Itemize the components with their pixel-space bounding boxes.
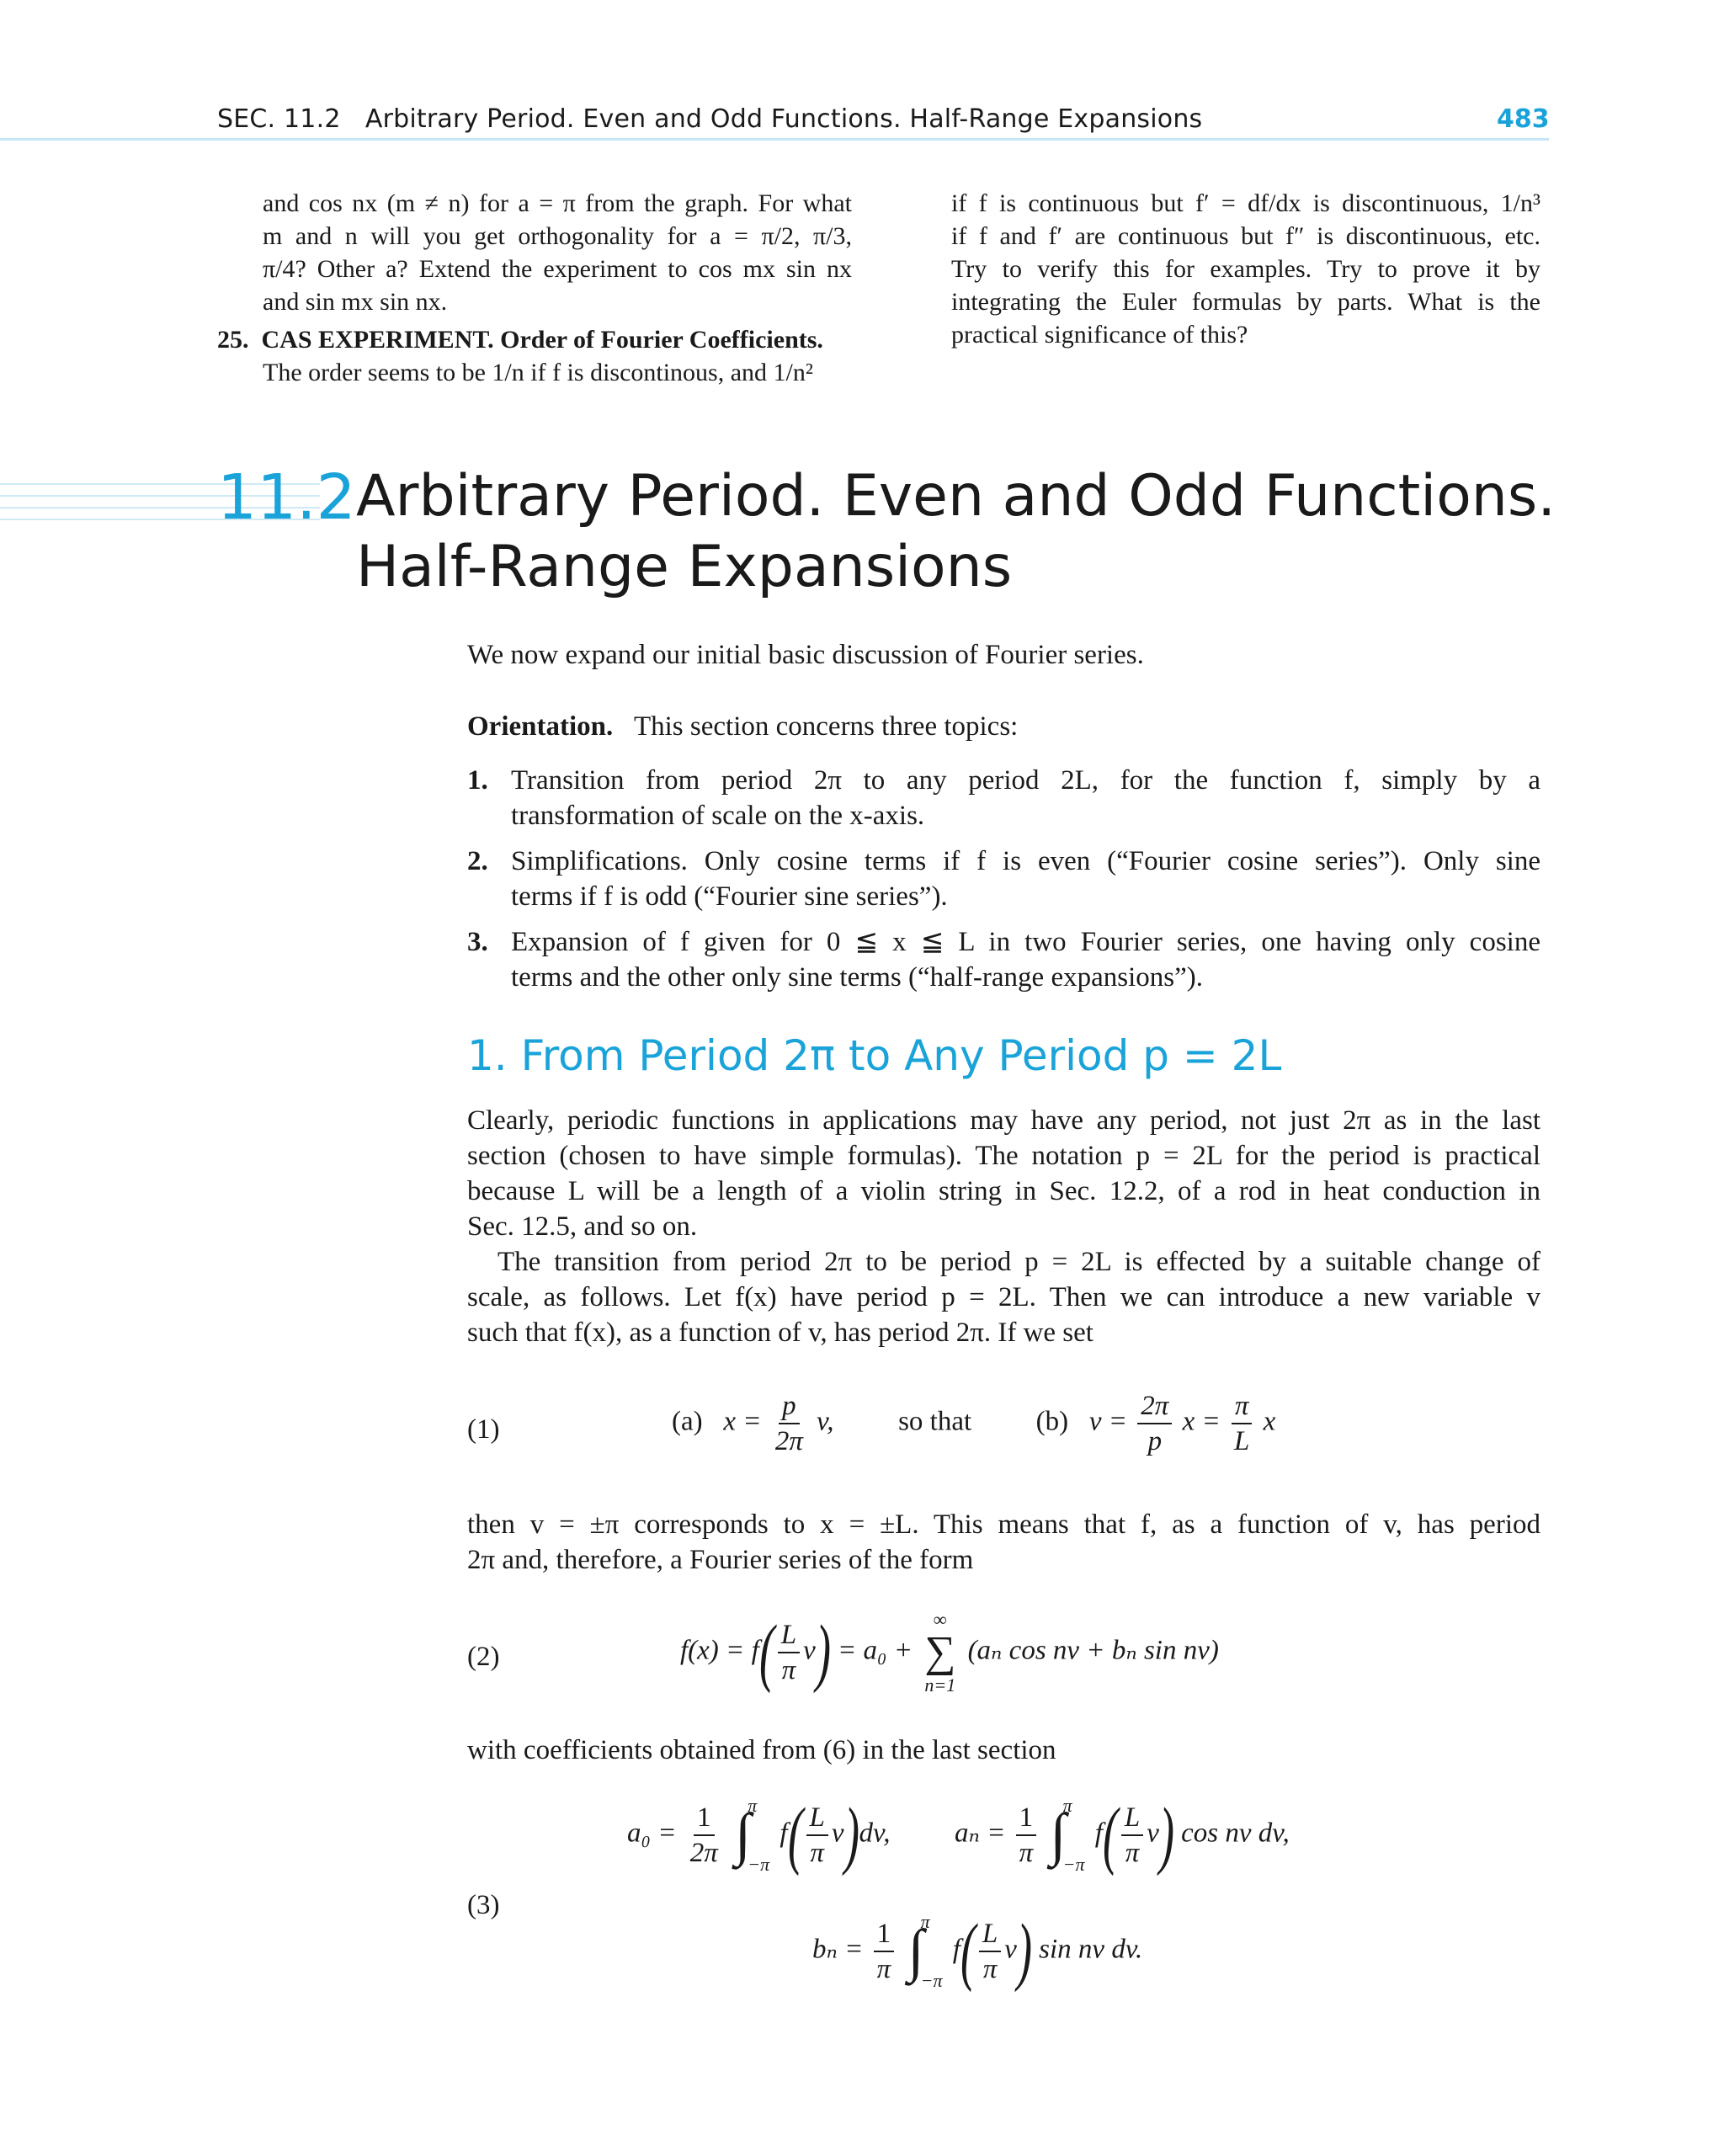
header-rule [0, 138, 1549, 141]
integral-symbol: ∫ [735, 1802, 752, 1867]
list-item [467, 763, 1540, 838]
eq3-bn-lhs: bₙ = [812, 1934, 864, 1965]
list-item [467, 924, 1540, 1000]
fraction-denominator: 2π [774, 1426, 803, 1456]
paragraph-line: such that f(x), as a function of v, has period 2π. If we set [467, 1318, 1093, 1348]
right-line: integrating the Euler formulas by parts. What is the [951, 288, 1540, 316]
list-item-number: 3. [467, 927, 488, 957]
paragraph-line: scale, as follows. Let f(x) have period p = 2L. Then we can introduce a new variable v [467, 1282, 1540, 1312]
header-section: SEC. 11.2 [217, 104, 341, 134]
eq1-after-a: v, [817, 1406, 834, 1437]
eq3-a0-frac [687, 1801, 721, 1870]
paragraph-line: 2π and, therefore, a Fourier series of the form [467, 1545, 974, 1575]
eq3-v: v [1147, 1818, 1159, 1849]
section-number: 11.2 [217, 461, 356, 534]
eq2-frac [778, 1618, 800, 1687]
integral-upper: π [920, 1911, 930, 1932]
eq1-v-eq: v = [1088, 1406, 1128, 1437]
paragraph: with coefficients obtained from (6) in the last section [467, 1735, 1056, 1765]
previous-problems-right [951, 187, 1540, 351]
eq3-bn-tail: sin nv dv. [1039, 1934, 1143, 1965]
eq3-f: f [780, 1818, 788, 1849]
fraction-numerator: 1 [874, 1917, 895, 1952]
eq1-frac-c [1231, 1389, 1253, 1458]
problem-25-heading [217, 323, 852, 356]
fraction-numerator: 1 [1016, 1801, 1037, 1836]
eq2-rhs: (aₙ cos nv + bₙ sin nv) [967, 1635, 1219, 1666]
fraction-denominator: π [1125, 1838, 1140, 1868]
list-item-text [511, 924, 1540, 995]
list-item-line: terms if f is odd (“Fourier sine series”). [511, 881, 948, 912]
eq3-f: f [1094, 1818, 1103, 1849]
fraction-denominator: 2π [689, 1838, 718, 1868]
section-title-line1: Arbitrary Period. Even and Odd Functions. [356, 463, 1556, 530]
list-item-line: Expansion of f given for 0 ≦ x ≦ L in two Fourier series, one having only cosine [511, 927, 1540, 957]
eq3-L-frac [1121, 1801, 1143, 1870]
integral-lower: −π [920, 1970, 943, 1991]
right-line: practical significance of this? [951, 321, 1248, 349]
paragraph-line: Sec. 12.5, and so on. [467, 1211, 698, 1242]
integral-upper: π [1062, 1795, 1072, 1816]
eq1-part-b: (b) [1035, 1406, 1069, 1437]
intro-text: We now expand our initial basic discussion of Fourier series. [467, 640, 1144, 670]
eq1-after-b: x [1263, 1406, 1276, 1437]
equation-label: (2) [467, 1642, 500, 1672]
paragraph-line: Clearly, periodic functions in applications may have any period, not just 2π as in the last [467, 1105, 1540, 1136]
problem-25-number: 25. [217, 326, 249, 354]
problem-25-line: The order seems to be 1/n if f is discontinous, and 1/n² [263, 359, 813, 386]
fraction-denominator: L [1234, 1426, 1250, 1456]
section-title [356, 461, 1577, 603]
list-item-line: transformation of scale on the x-axis. [511, 801, 925, 831]
eq1-x-eq: x = [723, 1406, 762, 1437]
paragraph [467, 1244, 1540, 1350]
left-line: and cos nx (m ≠ n) for a = π from the graph. For what [263, 189, 852, 217]
eq3-v: v [1004, 1934, 1017, 1965]
left-line: and sin mx sin nx. [263, 288, 448, 316]
eq1-so-that: so that [898, 1406, 972, 1437]
integral-lower: −π [1062, 1854, 1085, 1875]
eq2-v: v [803, 1635, 816, 1666]
equation-label: (3) [467, 1890, 500, 1920]
left-line: π/4? Other a? Extend the experiment to cos mx sin nx [263, 255, 852, 283]
list-item-text [511, 844, 1540, 914]
eq3-an-tail: cos nv dv, [1181, 1818, 1290, 1849]
eq3-L-frac [806, 1801, 828, 1870]
paragraph-line: The transition from period 2π to be period p = 2L is effected by a suitable change of [498, 1247, 1540, 1277]
fraction-denominator: π [876, 1954, 891, 1984]
list-item-line: terms and the other only sine terms (“half-range expansions”). [511, 962, 1203, 993]
orientation-text: This section concerns three topics: [633, 711, 1019, 742]
page-number: 483 [1497, 104, 1550, 134]
paragraph-line: because L will be a length of a violin string in Sec. 12.2, of a rod in heat conduction in [467, 1176, 1540, 1206]
right-line: Try to verify this for examples. Try to prove it by [951, 255, 1540, 283]
eq3-L-frac [979, 1917, 1001, 1986]
eq1-frac-a [772, 1389, 806, 1458]
right-line: if f is continuous but f′ = df/dx is discontinuous, 1/n³ [951, 189, 1540, 217]
equation-1 [672, 1389, 1275, 1458]
list-item-line: Transition from period 2π to any period 2L, for the function f, simply by a [511, 765, 1540, 796]
eq3-bn-frac [874, 1917, 895, 1986]
integral [1050, 1795, 1084, 1876]
fraction-numerator: L [979, 1917, 1001, 1952]
fraction-numerator: p [779, 1389, 800, 1424]
integral-lower: −π [748, 1854, 770, 1875]
integral [735, 1795, 769, 1876]
list-item-text [511, 763, 1540, 833]
right-line: if f and f′ are continuous but f″ is discontinuous, etc. [951, 222, 1540, 250]
fraction-numerator: L [778, 1618, 800, 1653]
left-line: m and n will you get orthogonality for a = π/2, π/3, [263, 222, 852, 250]
eq3-f: f [952, 1934, 960, 1965]
paragraph [467, 1507, 1540, 1578]
previous-problems-left [217, 187, 852, 389]
fraction-numerator: L [1121, 1801, 1143, 1836]
eq3-a0-tail: dv, [859, 1818, 891, 1849]
equation-3-bn: bₙ = $\frac{1}{\pi}$ ∫ π −π f( $\frac{L}{\pi}$ v) sin nv dv. [812, 1909, 1143, 1993]
equation-label: (1) [467, 1414, 500, 1445]
fraction-numerator: 2π [1137, 1389, 1172, 1424]
fraction-denominator: π [1019, 1838, 1034, 1868]
eq1-part-a: (a) [672, 1406, 703, 1437]
problem-25-title: CAS EXPERIMENT. Order of Fourier Coefficients. [261, 326, 823, 354]
fraction-denominator: π [781, 1655, 796, 1685]
fraction-numerator: π [1232, 1389, 1253, 1424]
running-header [217, 104, 1202, 134]
orientation [467, 709, 1540, 744]
eq3-a0-lhs: a₀ = [627, 1818, 677, 1849]
eq1-frac-b [1137, 1389, 1172, 1458]
list-item-number: 2. [467, 846, 488, 876]
equation-3-a0: a₀ = $\frac{1}{2\pi}$ ∫ π −π f( $\frac{L}{\pi}$ v)dv, aₙ = $\frac{1}{\pi}$ ∫ π −π f( $\frac{L}{\pi}$ v) cos nv dv, [627, 1793, 1290, 1877]
orientation-label: Orientation. [467, 711, 614, 742]
fraction-denominator: π [982, 1954, 998, 1984]
eq2-a0: = a₀ + [837, 1635, 913, 1666]
paragraph-line: section (chosen to have simple formulas). The notation p = 2L for the period is practical [467, 1141, 1540, 1171]
integral-upper: π [748, 1795, 758, 1816]
equation-2: f(x) = f( $\frac{L}{\pi}$ v) = a₀ + ∞ ∑ n=1 (aₙ cos nv + bₙ sin nv) [680, 1609, 1219, 1696]
eq1-mid-b: x = [1182, 1406, 1221, 1437]
integral-symbol: ∫ [907, 1919, 924, 1983]
sum-lower: n=1 [924, 1674, 956, 1696]
summation [924, 1610, 955, 1696]
eq2-lhs: f(x) = f [680, 1635, 759, 1666]
fraction-numerator: L [806, 1801, 828, 1836]
list-item [467, 844, 1540, 919]
eq3-an-lhs: aₙ = [954, 1818, 1006, 1849]
subsection-title: 1. From Period 2π to Any Period p = 2L [467, 1031, 1282, 1080]
sum-symbol: ∑ [924, 1628, 956, 1676]
fraction-numerator: 1 [694, 1801, 715, 1836]
sum-upper: ∞ [933, 1609, 947, 1630]
paragraph [467, 1103, 1540, 1244]
eq3-v: v [831, 1818, 844, 1849]
integral-symbol: ∫ [1050, 1802, 1067, 1867]
eq3-an-frac [1016, 1801, 1037, 1870]
fraction-denominator: π [810, 1838, 824, 1868]
header-title: Arbitrary Period. Even and Odd Functions. Half-Range Expansions [364, 104, 1203, 134]
list-item-line: Simplifications. Only cosine terms if f is even (“Fourier cosine series”). Only sine [511, 846, 1540, 876]
section-title-line2: Half-Range Expansions [356, 534, 1013, 600]
fraction-denominator: p [1147, 1426, 1163, 1456]
integral [907, 1911, 942, 1992]
list-item-number: 1. [467, 765, 488, 796]
paragraph-line: then v = ±π corresponds to x = ±L. This means that f, as a function of v, has period [467, 1509, 1540, 1540]
